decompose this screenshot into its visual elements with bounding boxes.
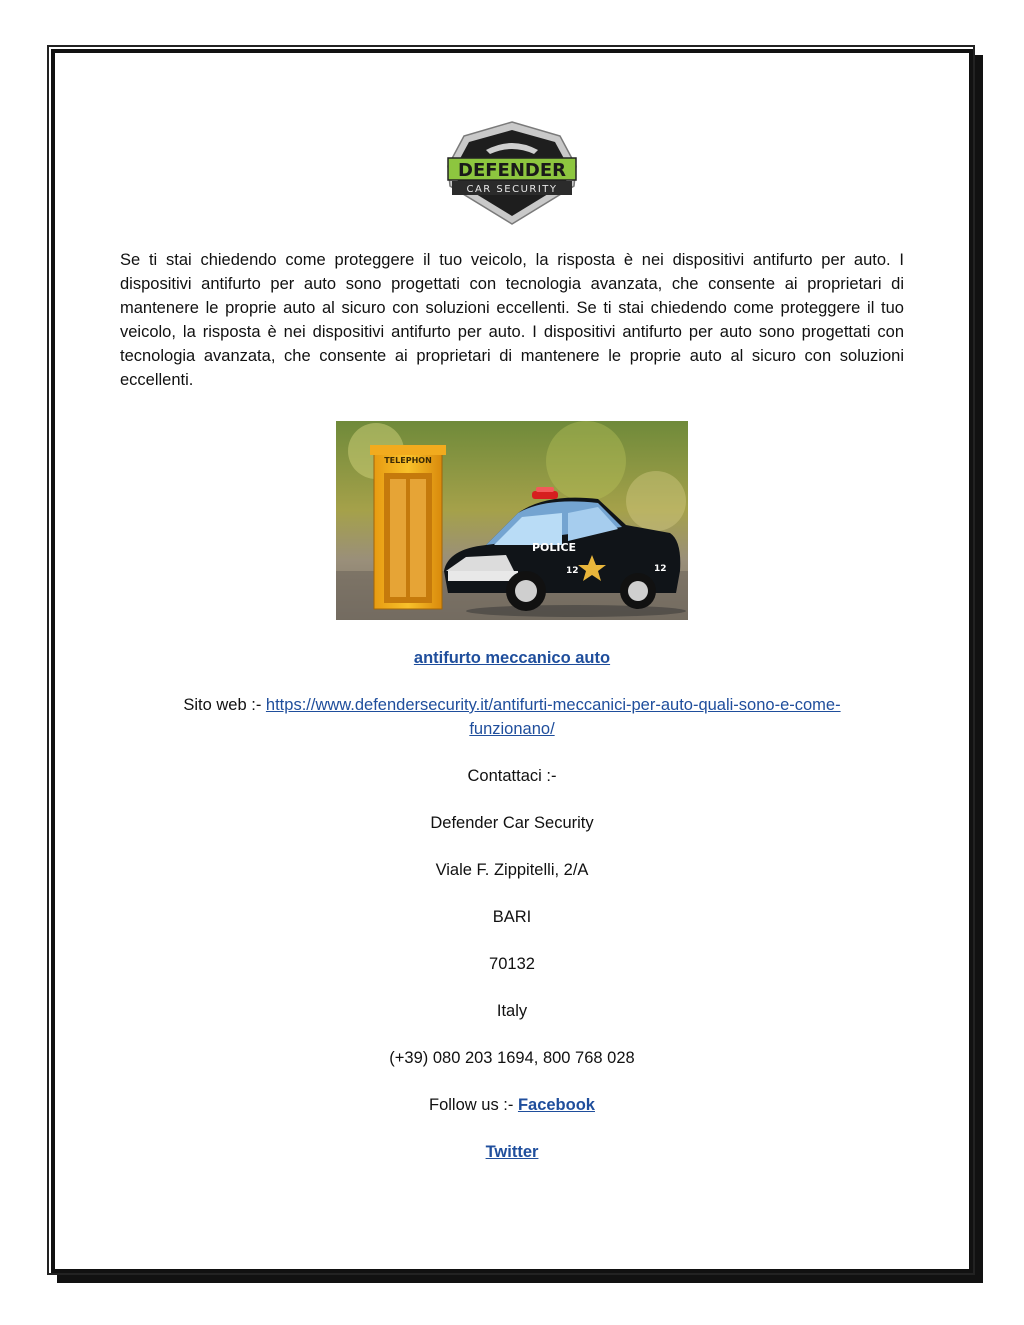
contact-country: Italy [496, 1002, 528, 1020]
car-door-text: POLICE [531, 541, 577, 554]
contact-heading: Contattaci :- [467, 767, 557, 785]
keyword-line [120, 646, 904, 670]
website-label: Sito web :- [183, 696, 266, 714]
car-number-right: 12 [654, 564, 667, 574]
facebook-link[interactable]: Facebook [517, 1096, 595, 1114]
document-body [120, 120, 904, 1164]
contact-company: Defender Car Security [430, 814, 594, 832]
contact-street: Viale F. Zippitelli, 2/A [435, 861, 589, 879]
follow-line [120, 1093, 904, 1117]
twitter-line [120, 1140, 904, 1164]
contact-city: BARI [492, 908, 532, 926]
website-line [120, 693, 904, 741]
contact-phones: (+39) 080 203 1694, 800 768 028 [389, 1049, 635, 1067]
keyword-link[interactable]: antifurto meccanico auto [413, 649, 611, 667]
car-number-left: 12 [566, 566, 579, 576]
follow-label: Follow us :- [429, 1096, 518, 1114]
website-url-part2[interactable]: funzionano/ [469, 720, 555, 738]
intro-paragraph: Se ti stai chiedendo come proteggere il tuo veicolo, la risposta è nei dispositivi antifurto per auto. I dispositivi antifurto per auto sono progettati con tecnologia avanzata, che consente ai proprietari di mantenere le proprie auto al sicuro con soluzioni eccellenti. Se ti stai chiedendo come proteggere il tuo veicolo, la risposta è nei dispositivi antifurto per auto. I dispositivi antifurto per auto sono progettati con tecnologia avanzata, che consente ai proprietari di mantenere le proprie auto al sicuro con soluzioni eccellenti. [120, 251, 904, 389]
police-car-photo [336, 421, 688, 620]
contact-zip: 70132 [489, 955, 535, 973]
booth-sign: TELEPHON [384, 456, 432, 465]
website-url-part1[interactable]: https://www.defendersecurity.it/antifurti-meccanici-per-auto-quali-sono-e-come- [265, 696, 841, 714]
logo-line1: DEFENDER [458, 160, 566, 181]
twitter-link[interactable]: Twitter [485, 1143, 539, 1161]
defender-logo [442, 120, 582, 228]
logo-line2: CAR SECURITY [466, 184, 558, 195]
